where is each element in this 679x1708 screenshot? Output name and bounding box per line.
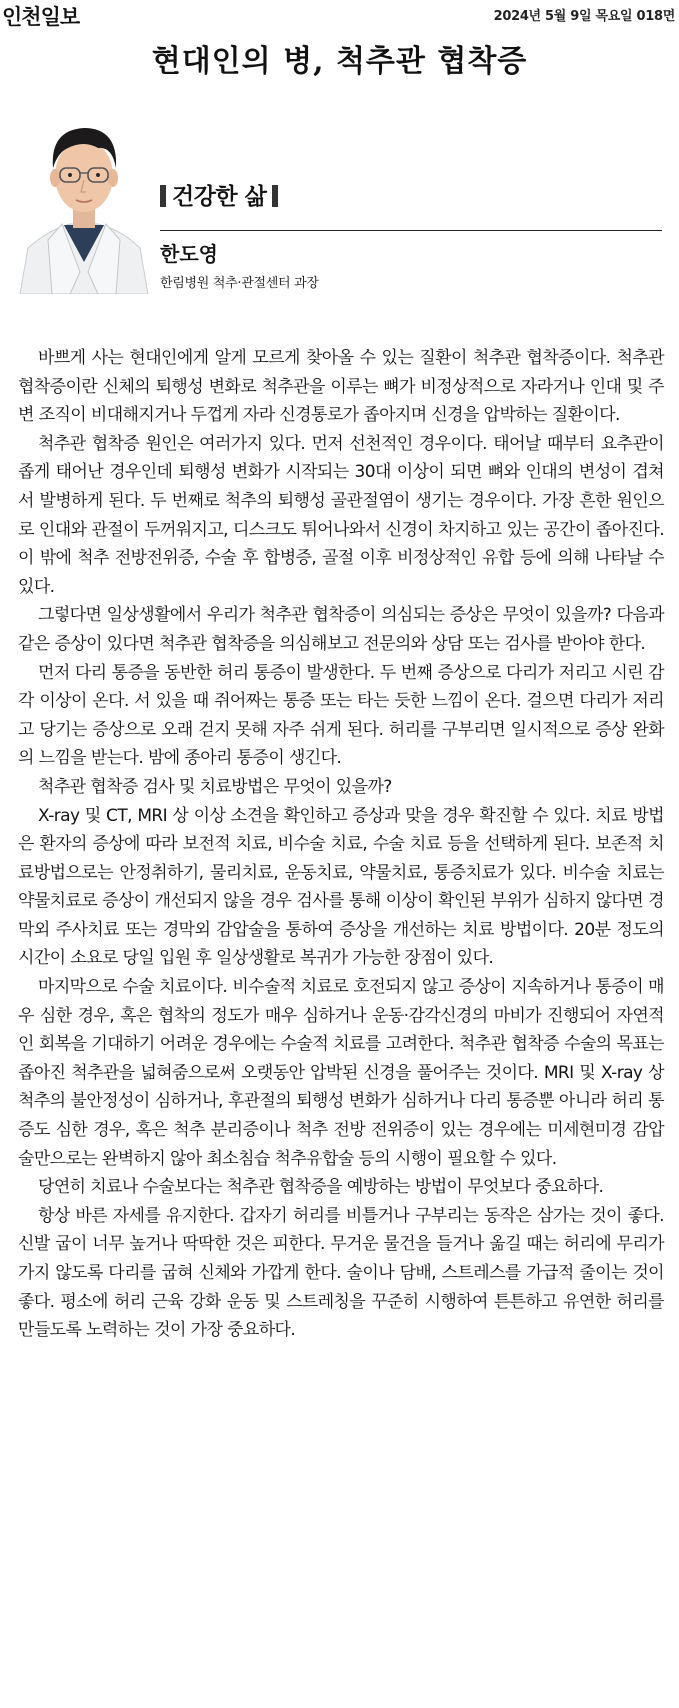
author-portrait-icon	[18, 112, 150, 294]
author-name: 한도영	[160, 242, 218, 266]
article-paragraph: X-ray 및 CT, MRI 상 이상 소견을 확인하고 증상과 맞을 경우 확진할 수 있다. 치료 방법은 환자의 증상에 따라 보전적 치료, 비수술 치료, 수술 치료 등을 선택하게 된다. 보존적 치료방법으로는 안정취하기, 물리치료, 운동치료, 약물치료, 통증치료가 있다. 비수술 치료는 약물치료로 증상이 개선되지 않을 경우 검사를 통해 이상이 확인된 부위가 심하지 않다면 경막외 주사치료 또는 경막외 감압술을 통하여 증상을 개선하는 치료 방법이다. 20분 정도의 시간이 소요로 당일 입원 후 일상생활로 복귀가 가능한 장점이 있다.	[18, 805, 664, 969]
article-paragraph: 그렇다면 일상생활에서 우리가 척추관 협착증이 의심되는 증상은 무엇이 있을까? 다음과 같은 증상이 있다면 척추관 협착증을 의심해보고 전문의와 상담 또는 검사를 받아야 한다.	[18, 605, 664, 654]
article-paragraph: 바쁘게 사는 현대인에게 알게 모르게 찾아올 수 있는 질환이 척추관 협착증이다. 척추관 협착증이란 신체의 퇴행성 변화로 척추관을 이루는 뼈가 비정상적으로 자라거나 인대 및 주변 조직이 비대해지거나 두껍게 자라 신경통로가 좁아지며 신경을 압박하는 질환이다.	[18, 348, 664, 426]
article-paragraph: 당연히 치료나 수술보다는 척추관 협착증을 예방하는 방법이 무엇보다 중요하다.	[38, 1177, 604, 1198]
author-affiliation: 한림병원 척추·관절센터 과장	[160, 276, 319, 291]
article-headline: 현대인의 병, 척추관 협착증	[151, 44, 528, 79]
article-body	[18, 344, 664, 1345]
column-series-title	[160, 178, 278, 211]
article-paragraph: 항상 바른 자세를 유지한다. 갑자기 허리를 비틀거나 구부리는 동작은 삼가는 것이 좋다. 신발 굽이 너무 높거나 딱딱한 것은 피한다. 무거운 물건을 들거나 옮길 때는 허리에 무리가 가지 않도록 다리를 굽혀 신체와 가깝게 한다. 술이나 담배, 스트레스를 가급적 줄이는 것이 좋다. 평소에 허리 근육 강화 운동 및 스트레칭을 꾸준히 시행하여 튼튼하고 유연한 허리를 만들도록 노력하는 것이 가장 중요하다.	[18, 1205, 664, 1341]
column-divider	[160, 230, 662, 231]
article-paragraph: 먼저 다리 통증을 동반한 허리 통증이 발생한다. 두 번째 증상으로 다리가 저리고 시린 감각 이상이 온다. 서 있을 때 쥐어짜는 통증 또는 타는 듯한 느낌이 온다. 걸으면 다리가 저리고 당기는 증상으로 오래 걷지 못해 자주 쉬게 된다. 허리를 구부리면 일시적으로 증상 완화의 느낌을 받는다. 밤에 종아리 통증이 생긴다.	[18, 662, 664, 769]
article-paragraph: 척추관 협착증 원인은 여러가지 있다. 먼저 선천적인 경우이다. 태어날 때부터 요추관이 좁게 태어난 경우인데 퇴행성 변화가 시작되는 30대 이상이 되면 뼈와 인대의 변성이 겹쳐서 발병하게 된다. 두 번째로 척추의 퇴행성 골관절염이 생기는 경우이다. 가장 흔한 원인으로 인대와 관절이 두꺼워지고, 디스크도 튀어나와서 신경이 차지하고 있는 공간이 좁아진다. 이 밖에 척추 전방전위증, 수술 후 합병증, 골절 이후 비정상적인 유합 등에 의해 나타날 수 있다.	[18, 433, 664, 597]
column-title-bar-right	[272, 185, 278, 207]
article-paragraph: 마지막으로 수술 치료이다. 비수술적 치료로 호전되지 않고 증상이 지속하거나 통증이 매우 심한 경우, 혹은 협착의 정도가 매우 심하거나 운동·감각신경의 마비가 진행되어 자연적인 회복을 기대하기 어려운 경우에는 수술적 치료를 고려한다. 척추관 협착증 수술의 목표는 좁아진 척추관을 넓혀줌으로써 오랫동안 압박된 신경을 풀어주는 것이다. MRI 및 X-ray 상 척추의 불안정성이 심하거나, 후관절의 퇴행성 변화가 심하거나 다리 통증뿐 아니라 허리 통증도 심한 경우, 혹은 척추 분리증이나 척추 전방 전위증이 있는 경우에는 미세현미경 감압술만으로는 완벽하지 않아 최소침습 척추유합술 등의 시행이 필요할 수 있다.	[18, 977, 664, 1169]
column-title-bar-left	[160, 185, 166, 207]
author-photo	[18, 112, 150, 294]
newspaper-logo: 인천일보	[2, 5, 80, 29]
masthead	[0, 0, 679, 30]
article-paragraph: 척추관 협착증 검사 및 치료방법은 무엇이 있을까?	[38, 776, 392, 797]
dateline: 2024년 5월 9일 목요일 018면	[493, 9, 675, 24]
column-title-text: 건강한 삶	[172, 184, 267, 210]
